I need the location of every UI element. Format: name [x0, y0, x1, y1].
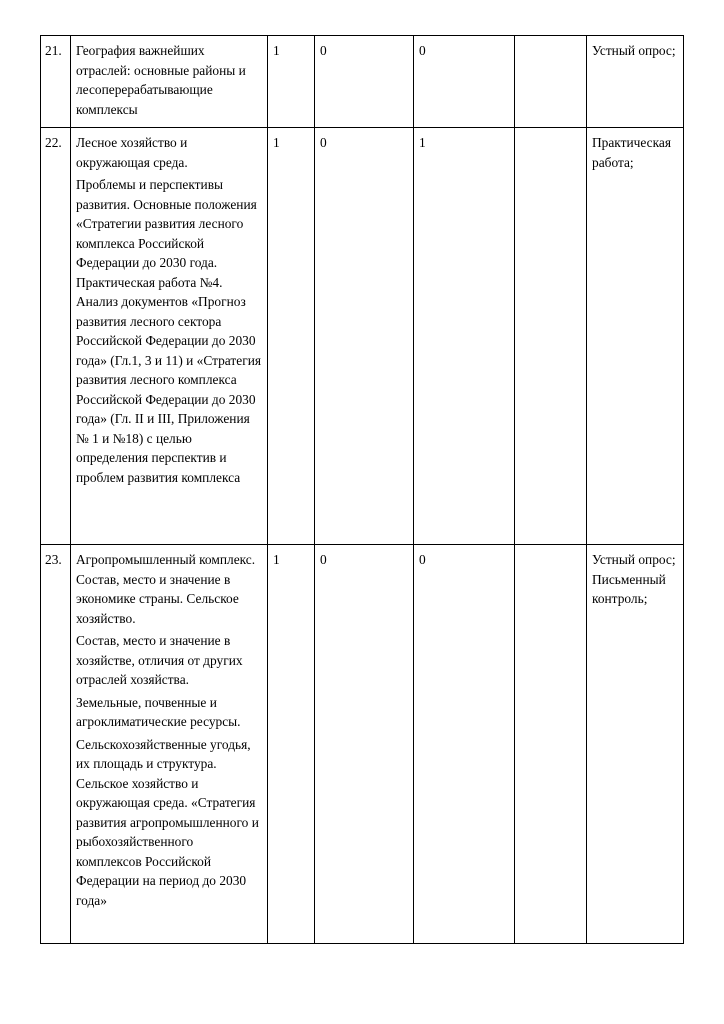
table-row [41, 128, 684, 545]
row-number: 23. [41, 545, 71, 944]
hours-practical-cell: 0 [414, 545, 515, 944]
topic-text: Земельные, почвенные и агроклиматические ресурсы. [76, 694, 241, 729]
topic-cell [71, 36, 268, 128]
topic-text: Проблемы и перспективы развития. Основные положения «Стратегии развития лесного комплекса Российской Федерации до 2030 года. Практическая работа №4. Анализ документов «Прогноз развития лесного сектора Российской Федерации до 2030 года» (Гл.1, 3 и 11) и «Стратегия развития лесного комплекса Российской Федерации до 2030 года» (Гл. II и III, Приложения № 1 и №18) с целью определения перспектив и проблем развития комплекса [76, 177, 262, 485]
row-number: 21. [41, 36, 71, 128]
control-form-cell: Практическая работа; [587, 128, 684, 545]
hours-total-cell: 1 [268, 36, 315, 128]
topic-cell [71, 545, 268, 944]
control-form-cell: Устный опрос; [587, 36, 684, 128]
hours-control-cell: 0 [315, 545, 414, 944]
topic-text: Сельскохозяйственные угодья, их площадь и структура. Сельское хозяйство и окружающая среда. «Стратегия развития агропромышленного и рыбохозяйственного комплексов Российской Федерации на период до 2030 года» [76, 736, 259, 908]
topic-text: Агропромышленный комплекс. Состав, место и значение в экономике страны. Сельское хозяйство. [76, 552, 256, 626]
table-row [41, 545, 684, 944]
hours-practical-cell: 1 [414, 128, 515, 545]
hours-total-cell: 1 [268, 545, 315, 944]
date-cell [515, 545, 587, 944]
date-cell [515, 128, 587, 545]
date-cell [515, 36, 587, 128]
hours-control-cell: 0 [315, 36, 414, 128]
control-form-cell: Устный опрос; Письменный контроль; [587, 545, 684, 944]
topic-text: Состав, место и значение в хозяйстве, отличия от других отраслей хозяйства. [76, 633, 243, 687]
row-number: 22. [41, 128, 71, 545]
hours-total-cell: 1 [268, 128, 315, 545]
topic-cell [71, 128, 268, 545]
topic-text: География важнейших отраслей: основные районы и лесоперерабатывающие комплексы [76, 43, 246, 117]
hours-control-cell: 0 [315, 128, 414, 545]
topic-text: Лесное хозяйство и окружающая среда. [76, 135, 188, 170]
hours-practical-cell: 0 [414, 36, 515, 128]
lesson-plan-table [40, 35, 684, 944]
table-row [41, 36, 684, 128]
